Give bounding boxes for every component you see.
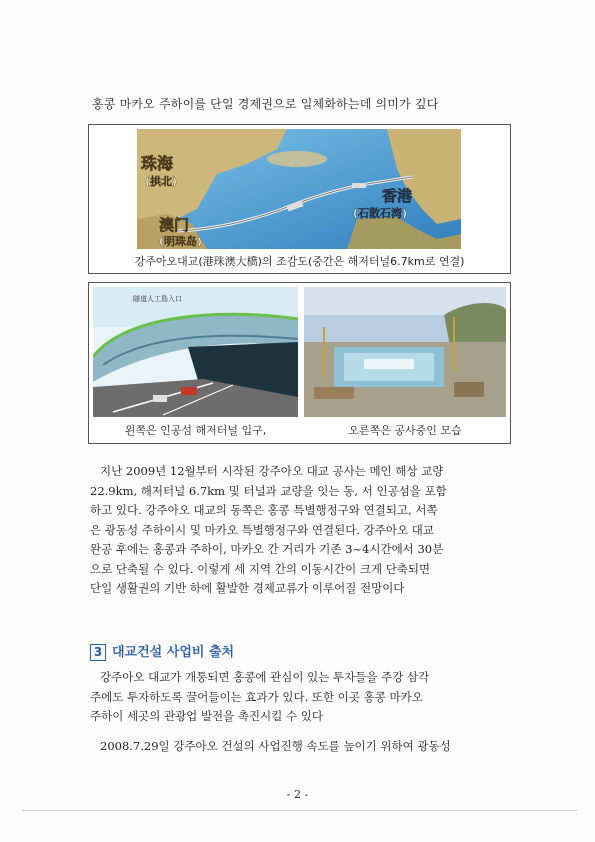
left-photo-caption: 왼쪽은 인공섬 해저터널 입구,: [124, 424, 267, 437]
paragraph-funding: [90, 737, 510, 757]
section-number: 3: [90, 644, 106, 661]
bottom-divider: [22, 810, 577, 811]
text-line: 지난 2009년 12월부터 시작된 강주아오 대교 공사는 메인 해상 교량: [100, 464, 444, 478]
page-number: - 2 -: [286, 788, 309, 801]
text-line: 22.9km, 해저터널 6.7km 및 터널과 교량을 잇는 동, 서 인공섬을 포함: [90, 483, 447, 498]
section-title: 대교건설 사업비 출처: [112, 645, 235, 660]
tunnel-inset-text: 隧道人工島入口: [133, 295, 182, 303]
map-caption: 강주아오대교(港珠澳大橋)의 조감도(중간은 해저터널6.7km로 연결): [134, 255, 465, 268]
intro-line: 홍콩 마카오 주하이를 단일 경제권으로 일체화하는데 의미가 깊다: [92, 97, 439, 111]
text-line: 하고 있다. 강주아오 대교의 동쪽은 홍콩 특별행정구와 연결되고, 서쪽: [90, 503, 438, 517]
right-photo-caption: 오른쪽은 공사중인 모습: [348, 424, 462, 437]
gongbei-label: (拱北): [145, 175, 178, 188]
text-line: 주에도 투자하도록 끌어들이는 효과가 있다. 또한 이곳 홍콩 마카오: [90, 689, 423, 704]
text-line: 은 광동성 주하이시 및 마카오 특별행정구와 연결된다. 강주아오 대교: [90, 522, 434, 537]
paragraph-bridge-construction: [90, 462, 510, 599]
shisanshiwan-label: (石散石湾): [353, 207, 408, 220]
map-figure: [88, 124, 511, 274]
photo-pair-figure: [88, 282, 511, 444]
hongkong-label: 香港: [382, 187, 413, 205]
text-line: 주하이 세곳의 관광업 발전을 촉진시킬 수 있다: [90, 709, 324, 723]
text-line: 완공 후에는 홍콩과 주하이, 마카오 간 거리가 기존 3~4시간에서 30분: [90, 542, 444, 556]
mingzhudao-label: (明珠岛): [159, 235, 203, 248]
section-heading: [90, 641, 234, 661]
text-line: 단일 생활권의 기반 하에 활발한 경제교류가 이루어질 전망이다: [90, 581, 405, 595]
tunnel-entrance-image: [93, 287, 298, 417]
bridge-map-image: [137, 129, 461, 249]
text-line: 2008.7.29일 강주아오 건설의 사업진행 속도를 높이기 위하여 광동성: [100, 739, 451, 753]
paragraph-investment-effect: [90, 668, 510, 727]
text-line: 강주아오 대교가 개통되면 홍콩에 관심이 있는 투자들을 주강 삼각: [100, 670, 430, 684]
macau-label: 澳门: [159, 216, 190, 234]
text-line: 으로 단축될 수 있다. 이렇게 세 지역 간의 이동시간이 크게 단축되면: [90, 561, 431, 576]
construction-site-image: [304, 287, 506, 417]
zhuhai-label: 珠海: [141, 154, 174, 173]
